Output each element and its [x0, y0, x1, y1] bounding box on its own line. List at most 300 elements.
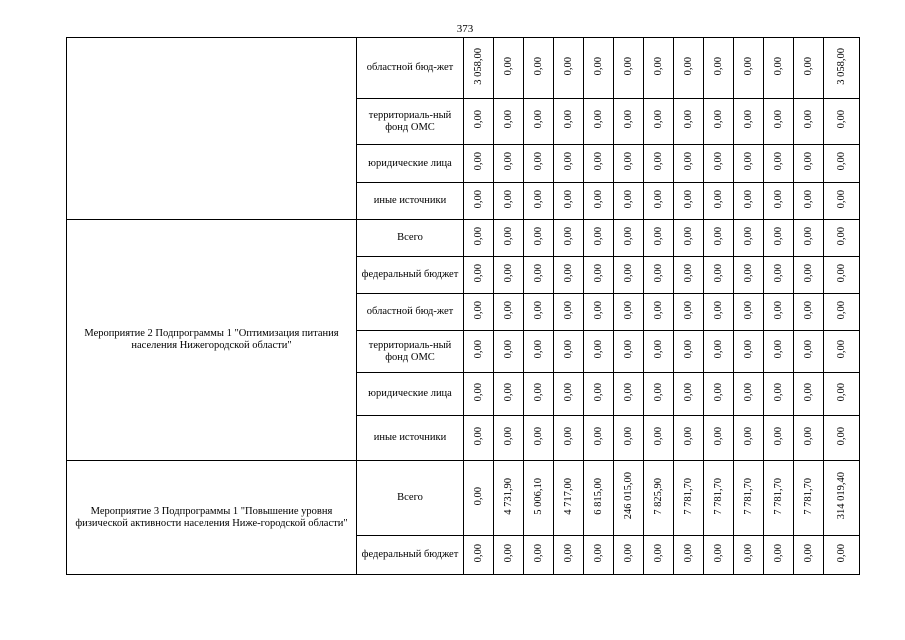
value-cell: [734, 183, 764, 220]
value-text: 0,00: [622, 152, 634, 171]
value-text: 0,00: [682, 382, 694, 402]
value-cell: [794, 38, 824, 99]
value-text: 0,00: [652, 110, 664, 129]
value-text: 0,00: [502, 382, 514, 402]
value-text: 0,00: [472, 382, 484, 402]
value-cell: [464, 220, 494, 257]
value-cell: [524, 257, 554, 294]
value-text: 0,00: [652, 56, 664, 76]
value-text: 0,00: [712, 543, 724, 563]
value-text: 0,00: [742, 340, 754, 359]
value-cell: [554, 373, 584, 416]
value-text: 0,00: [802, 56, 814, 76]
value-cell: [494, 257, 524, 294]
funding-source: иные источники: [357, 183, 464, 220]
value-text: 0,00: [472, 152, 484, 171]
value-text: 0,00: [592, 543, 604, 563]
value-cell: [704, 257, 734, 294]
value-cell: [584, 183, 614, 220]
value-text: 0,00: [532, 189, 544, 209]
value-text: 7 781,70: [742, 477, 754, 515]
value-cell: [584, 145, 614, 183]
value-cell: [554, 38, 584, 99]
value-cell: [824, 38, 860, 99]
value-cell: [764, 373, 794, 416]
value-cell: [494, 294, 524, 331]
value-text: 0,00: [652, 340, 664, 359]
value-text: 314 019,40: [835, 472, 847, 520]
value-cell: [554, 257, 584, 294]
value-text: 0,00: [502, 543, 514, 563]
value-text: 0,00: [772, 56, 784, 76]
value-text: 0,00: [502, 340, 514, 359]
value-text: 0,00: [622, 543, 634, 563]
value-cell: [464, 536, 494, 575]
value-text: 0,00: [742, 382, 754, 402]
value-cell: [554, 145, 584, 183]
value-cell: [824, 536, 860, 575]
value-cell: [674, 257, 704, 294]
value-cell: [764, 220, 794, 257]
value-cell: [494, 145, 524, 183]
value-cell: [734, 257, 764, 294]
value-text: 0,00: [652, 152, 664, 171]
value-text: 0,00: [652, 300, 664, 320]
value-text: 3 058,00: [472, 47, 484, 85]
funding-source: иные источники: [357, 416, 464, 461]
value-cell: [704, 294, 734, 331]
value-text: 0,00: [835, 426, 847, 446]
value-text: 0,00: [682, 300, 694, 320]
value-cell: [674, 461, 704, 536]
value-text: 0,00: [712, 226, 724, 246]
value-cell: [554, 536, 584, 575]
value-cell: [614, 99, 644, 145]
value-text: 0,00: [772, 110, 784, 129]
value-text: 0,00: [622, 300, 634, 320]
value-text: 0,00: [742, 152, 754, 171]
value-text: 0,00: [472, 263, 484, 283]
value-cell: [584, 257, 614, 294]
value-text: 0,00: [472, 543, 484, 563]
value-cell: [614, 145, 644, 183]
value-cell: [464, 331, 494, 373]
value-cell: [824, 99, 860, 145]
value-text: 0,00: [682, 426, 694, 446]
value-cell: [734, 461, 764, 536]
value-text: 0,00: [835, 110, 847, 129]
funding-source: областной бюд-жет: [357, 294, 464, 331]
value-text: 0,00: [802, 300, 814, 320]
value-text: 0,00: [682, 189, 694, 209]
value-text: 0,00: [802, 543, 814, 563]
value-text: 0,00: [622, 56, 634, 76]
value-cell: [554, 461, 584, 536]
value-text: 0,00: [592, 152, 604, 171]
value-text: 0,00: [562, 382, 574, 402]
value-text: 0,00: [835, 382, 847, 402]
value-cell: [644, 331, 674, 373]
value-cell: [704, 145, 734, 183]
value-cell: [524, 536, 554, 575]
value-text: 0,00: [562, 152, 574, 171]
value-cell: [494, 331, 524, 373]
value-cell: [734, 536, 764, 575]
value-cell: [644, 294, 674, 331]
value-text: 0,00: [592, 426, 604, 446]
value-cell: [764, 257, 794, 294]
value-text: 0,00: [472, 226, 484, 246]
value-text: 0,00: [472, 340, 484, 359]
value-text: 0,00: [682, 110, 694, 129]
value-text: 0,00: [652, 543, 664, 563]
value-cell: [824, 331, 860, 373]
value-text: 0,00: [532, 300, 544, 320]
value-text: 0,00: [712, 382, 724, 402]
value-cell: [614, 257, 644, 294]
value-cell: [794, 220, 824, 257]
funding-source: Всего: [357, 461, 464, 536]
value-cell: [734, 99, 764, 145]
value-cell: [554, 416, 584, 461]
value-cell: [464, 461, 494, 536]
funding-source: федеральный бюджет: [357, 536, 464, 575]
value-cell: [644, 257, 674, 294]
value-cell: [494, 373, 524, 416]
value-text: 0,00: [772, 300, 784, 320]
value-cell: [614, 373, 644, 416]
funding-source: Всего: [357, 220, 464, 257]
value-text: 7 825,90: [652, 477, 664, 515]
value-cell: [614, 416, 644, 461]
value-cell: [824, 294, 860, 331]
value-text: 0,00: [592, 382, 604, 402]
value-text: 0,00: [802, 382, 814, 402]
value-cell: [794, 536, 824, 575]
value-text: 4 717,00: [562, 477, 574, 515]
value-cell: [494, 220, 524, 257]
value-text: 0,00: [742, 300, 754, 320]
value-text: 0,00: [835, 226, 847, 246]
value-text: 0,00: [532, 543, 544, 563]
value-text: 5 006,10: [532, 477, 544, 515]
value-cell: [704, 183, 734, 220]
value-text: 0,00: [592, 56, 604, 76]
value-cell: [584, 461, 614, 536]
value-cell: [554, 331, 584, 373]
value-cell: [524, 145, 554, 183]
value-text: 0,00: [682, 226, 694, 246]
value-text: 0,00: [622, 226, 634, 246]
value-cell: [674, 38, 704, 99]
funding-source: территориаль-ный фонд ОМС: [357, 99, 464, 145]
section-title: Мероприятие 3 Подпрограммы 1 "Повышение уровня физической активности населения Ниже-городской области": [67, 461, 357, 575]
value-text: 0,00: [835, 543, 847, 563]
value-text: 0,00: [622, 382, 634, 402]
value-cell: [494, 99, 524, 145]
value-text: 0,00: [502, 226, 514, 246]
value-cell: [674, 99, 704, 145]
value-text: 4 731,90: [502, 477, 514, 515]
value-cell: [584, 99, 614, 145]
value-text: 0,00: [472, 300, 484, 320]
value-cell: [734, 416, 764, 461]
value-cell: [764, 461, 794, 536]
table-row: [67, 220, 860, 257]
value-text: 0,00: [835, 300, 847, 320]
value-text: 0,00: [562, 189, 574, 209]
value-cell: [764, 183, 794, 220]
value-cell: [644, 373, 674, 416]
value-text: 0,00: [802, 152, 814, 171]
value-text: 0,00: [502, 56, 514, 76]
value-cell: [524, 331, 554, 373]
value-text: 0,00: [682, 56, 694, 76]
value-cell: [464, 99, 494, 145]
value-text: 0,00: [592, 340, 604, 359]
value-text: 0,00: [652, 226, 664, 246]
value-cell: [734, 331, 764, 373]
value-text: 0,00: [472, 486, 484, 506]
value-cell: [584, 38, 614, 99]
section-title: Мероприятие 2 Подпрограммы 1 "Оптимизация питания населения Нижегородской области": [67, 220, 357, 461]
value-text: 0,00: [742, 226, 754, 246]
value-cell: [524, 220, 554, 257]
value-cell: [614, 38, 644, 99]
value-text: 0,00: [742, 189, 754, 209]
value-text: 0,00: [532, 226, 544, 246]
value-text: 0,00: [562, 56, 574, 76]
value-text: 0,00: [712, 110, 724, 129]
value-text: 0,00: [592, 300, 604, 320]
value-text: 3 058,00: [835, 47, 847, 85]
value-cell: [644, 461, 674, 536]
funding-source: юридические лица: [357, 373, 464, 416]
value-cell: [794, 416, 824, 461]
value-cell: [524, 373, 554, 416]
value-text: 0,00: [712, 56, 724, 76]
value-cell: [494, 38, 524, 99]
section-title: [67, 38, 357, 220]
value-cell: [524, 38, 554, 99]
value-cell: [734, 38, 764, 99]
value-text: 0,00: [502, 152, 514, 171]
value-cell: [524, 183, 554, 220]
value-text: 0,00: [592, 189, 604, 209]
value-text: 0,00: [562, 300, 574, 320]
value-cell: [824, 257, 860, 294]
value-cell: [644, 416, 674, 461]
value-cell: [644, 183, 674, 220]
value-text: 0,00: [682, 152, 694, 171]
value-text: 0,00: [712, 300, 724, 320]
value-text: 246 015,00: [622, 472, 634, 520]
value-text: 0,00: [502, 263, 514, 283]
value-text: 0,00: [502, 189, 514, 209]
value-text: 0,00: [772, 426, 784, 446]
value-text: 7 781,70: [802, 477, 814, 515]
value-cell: [494, 416, 524, 461]
value-text: 0,00: [742, 110, 754, 129]
value-text: 0,00: [622, 189, 634, 209]
value-text: 0,00: [742, 263, 754, 283]
value-text: 0,00: [562, 110, 574, 129]
value-cell: [494, 536, 524, 575]
value-cell: [674, 416, 704, 461]
value-cell: [674, 373, 704, 416]
value-text: 0,00: [772, 543, 784, 563]
value-text: 0,00: [652, 382, 664, 402]
value-text: 0,00: [652, 263, 664, 283]
value-text: 0,00: [712, 189, 724, 209]
value-cell: [584, 294, 614, 331]
value-cell: [464, 183, 494, 220]
value-text: 0,00: [835, 263, 847, 283]
value-cell: [734, 373, 764, 416]
value-text: 0,00: [802, 110, 814, 129]
value-text: 0,00: [742, 543, 754, 563]
value-cell: [704, 38, 734, 99]
value-text: 0,00: [772, 189, 784, 209]
value-cell: [554, 99, 584, 145]
value-text: 0,00: [562, 426, 574, 446]
funding-source: областной бюд-жет: [357, 38, 464, 99]
value-text: 7 781,70: [712, 477, 724, 515]
value-text: 0,00: [835, 340, 847, 359]
value-text: 0,00: [622, 426, 634, 446]
value-cell: [644, 38, 674, 99]
value-cell: [644, 99, 674, 145]
value-text: 0,00: [532, 56, 544, 76]
value-cell: [464, 416, 494, 461]
value-text: 0,00: [502, 426, 514, 446]
value-cell: [794, 183, 824, 220]
value-text: 0,00: [802, 340, 814, 359]
value-cell: [764, 331, 794, 373]
value-cell: [644, 536, 674, 575]
value-text: 0,00: [835, 189, 847, 209]
value-cell: [734, 294, 764, 331]
value-text: 0,00: [835, 152, 847, 171]
value-cell: [764, 536, 794, 575]
value-cell: [464, 145, 494, 183]
value-text: 0,00: [652, 426, 664, 446]
value-text: 0,00: [472, 426, 484, 446]
table-body: [67, 38, 860, 575]
value-cell: [704, 416, 734, 461]
value-text: 0,00: [682, 263, 694, 283]
value-cell: [764, 99, 794, 145]
value-cell: [614, 331, 644, 373]
value-cell: [764, 416, 794, 461]
value-text: 0,00: [622, 340, 634, 359]
value-text: 0,00: [772, 226, 784, 246]
value-cell: [584, 536, 614, 575]
value-cell: [614, 294, 644, 331]
funding-source: территориаль-ный фонд ОМС: [357, 331, 464, 373]
value-cell: [794, 461, 824, 536]
value-cell: [704, 331, 734, 373]
value-text: 0,00: [772, 340, 784, 359]
value-cell: [584, 373, 614, 416]
funding-source: федеральный бюджет: [357, 257, 464, 294]
value-text: 0,00: [532, 426, 544, 446]
value-text: 0,00: [622, 263, 634, 283]
value-cell: [614, 220, 644, 257]
value-text: 6 815,00: [592, 477, 604, 515]
value-cell: [584, 416, 614, 461]
value-cell: [644, 145, 674, 183]
value-cell: [824, 145, 860, 183]
value-cell: [794, 294, 824, 331]
value-cell: [554, 183, 584, 220]
value-cell: [674, 536, 704, 575]
value-cell: [824, 416, 860, 461]
value-text: 0,00: [532, 263, 544, 283]
value-text: 0,00: [592, 110, 604, 129]
value-cell: [704, 373, 734, 416]
value-cell: [704, 461, 734, 536]
value-cell: [794, 331, 824, 373]
value-cell: [554, 294, 584, 331]
funding-source: юридические лица: [357, 145, 464, 183]
value-text: 0,00: [592, 263, 604, 283]
value-cell: [764, 145, 794, 183]
table-row: [67, 461, 860, 536]
value-text: 0,00: [772, 152, 784, 171]
value-cell: [464, 38, 494, 99]
value-cell: [554, 220, 584, 257]
value-text: 0,00: [562, 226, 574, 246]
value-text: 0,00: [682, 543, 694, 563]
value-text: 0,00: [712, 263, 724, 283]
value-cell: [824, 220, 860, 257]
value-text: 0,00: [532, 152, 544, 171]
value-cell: [704, 99, 734, 145]
value-text: 0,00: [502, 110, 514, 129]
value-text: 0,00: [742, 56, 754, 76]
value-cell: [764, 294, 794, 331]
value-text: 0,00: [622, 110, 634, 129]
value-text: 0,00: [562, 543, 574, 563]
value-cell: [464, 373, 494, 416]
value-text: 0,00: [562, 263, 574, 283]
value-text: 0,00: [502, 300, 514, 320]
page-number: 373: [456, 23, 474, 35]
value-cell: [764, 38, 794, 99]
value-cell: [794, 373, 824, 416]
value-cell: [794, 145, 824, 183]
value-text: 0,00: [802, 426, 814, 446]
value-text: 0,00: [532, 110, 544, 129]
value-text: 7 781,70: [682, 477, 694, 515]
value-cell: [464, 294, 494, 331]
value-cell: [464, 257, 494, 294]
value-text: 0,00: [802, 189, 814, 209]
value-cell: [524, 294, 554, 331]
value-text: 0,00: [562, 340, 574, 359]
value-cell: [734, 145, 764, 183]
value-text: 0,00: [712, 152, 724, 171]
value-cell: [524, 99, 554, 145]
value-text: 0,00: [802, 263, 814, 283]
value-cell: [614, 461, 644, 536]
value-cell: [794, 99, 824, 145]
budget-table: [66, 37, 860, 575]
value-cell: [644, 220, 674, 257]
value-text: 0,00: [532, 382, 544, 402]
value-text: 0,00: [472, 189, 484, 209]
